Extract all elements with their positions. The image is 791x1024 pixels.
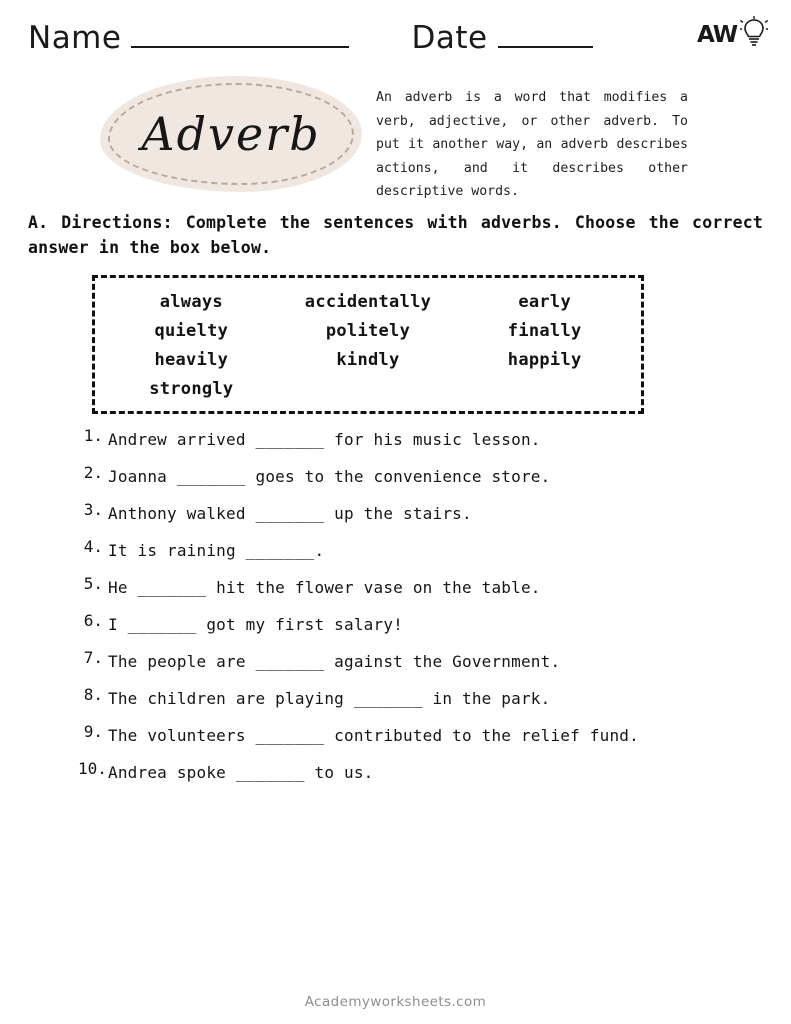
question-text: The children are playing _______ in the park.: [108, 688, 551, 708]
question-number: 4.: [83, 536, 103, 556]
question-text: Joanna _______ goes to the convenience store.: [108, 466, 551, 486]
word-bank-item: finally: [507, 320, 582, 341]
question-item[interactable]: [78, 685, 668, 713]
question-item[interactable]: [78, 500, 668, 528]
word-bank-item: kindly: [336, 349, 400, 370]
question-item[interactable]: [78, 426, 668, 454]
word-bank-item: accidentally: [304, 291, 432, 312]
question-number: 10.: [78, 758, 107, 778]
question-text: It is raining _______.: [108, 540, 325, 560]
footer-credit: Academyworksheets.com: [304, 994, 487, 1010]
question-number: 2.: [83, 462, 103, 482]
word-bank-item: always: [159, 291, 223, 312]
date-input-line[interactable]: [498, 22, 593, 48]
word-bank-grid: [103, 292, 633, 399]
name-label: Name: [28, 20, 122, 56]
lightbulb-icon: [740, 16, 768, 54]
question-number: 7.: [83, 647, 103, 667]
question-text: Andrew arrived _______ for his music lesson.: [108, 429, 541, 449]
word-bank-item: [280, 379, 457, 399]
worksheet-header: [0, 0, 791, 70]
word-bank-item: quielty: [154, 320, 229, 341]
question-text: Anthony walked _______ up the stairs.: [108, 503, 472, 523]
question-number: 3.: [83, 499, 103, 519]
title-badge: [100, 76, 362, 192]
question-text: I _______ got my first salary!: [108, 614, 403, 634]
title-section: [0, 70, 791, 204]
question-item[interactable]: [78, 463, 668, 491]
word-bank-item: strongly: [149, 378, 234, 399]
question-number: 5.: [83, 573, 103, 593]
brand-logo: [697, 12, 769, 58]
question-item[interactable]: [78, 537, 668, 565]
name-field-group: [28, 20, 349, 56]
word-bank-box: [92, 275, 644, 414]
name-input-line[interactable]: [131, 22, 349, 48]
question-text: Andrea spoke _______ to us.: [108, 762, 374, 782]
word-bank-item: early: [518, 291, 571, 312]
word-bank-item: politely: [325, 320, 411, 341]
question-item[interactable]: [78, 611, 668, 639]
date-field-group: [411, 20, 592, 56]
question-item[interactable]: [78, 574, 668, 602]
word-bank-item: heavily: [154, 349, 229, 370]
question-text: He _______ hit the flower vase on the table.: [108, 577, 541, 597]
definition-text: An adverb is a word that modifies a verb, adjective, or other adverb. To put it another way, an adverb describes actions, and it describes other descriptive words.: [376, 90, 688, 199]
question-number: 8.: [83, 684, 103, 704]
page-title: Adverb: [141, 107, 321, 161]
question-item[interactable]: [78, 722, 668, 750]
question-item[interactable]: [78, 759, 668, 787]
question-number: 6.: [83, 610, 103, 630]
question-text: The people are _______ against the Government.: [108, 651, 561, 671]
question-list: [78, 426, 668, 787]
logo-text: AW: [697, 22, 738, 48]
directions-text: A. Directions: Complete the sentences with adverbs. Choose the correct answer in the box below.: [28, 212, 763, 258]
question-item[interactable]: [78, 648, 668, 676]
word-bank-item: happily: [507, 349, 582, 370]
word-bank-item: [456, 379, 633, 399]
question-number: 1.: [83, 425, 103, 445]
date-label: Date: [411, 20, 488, 56]
question-number: 9.: [83, 721, 103, 741]
question-text: The volunteers _______ contributed to the relief fund.: [108, 725, 639, 745]
